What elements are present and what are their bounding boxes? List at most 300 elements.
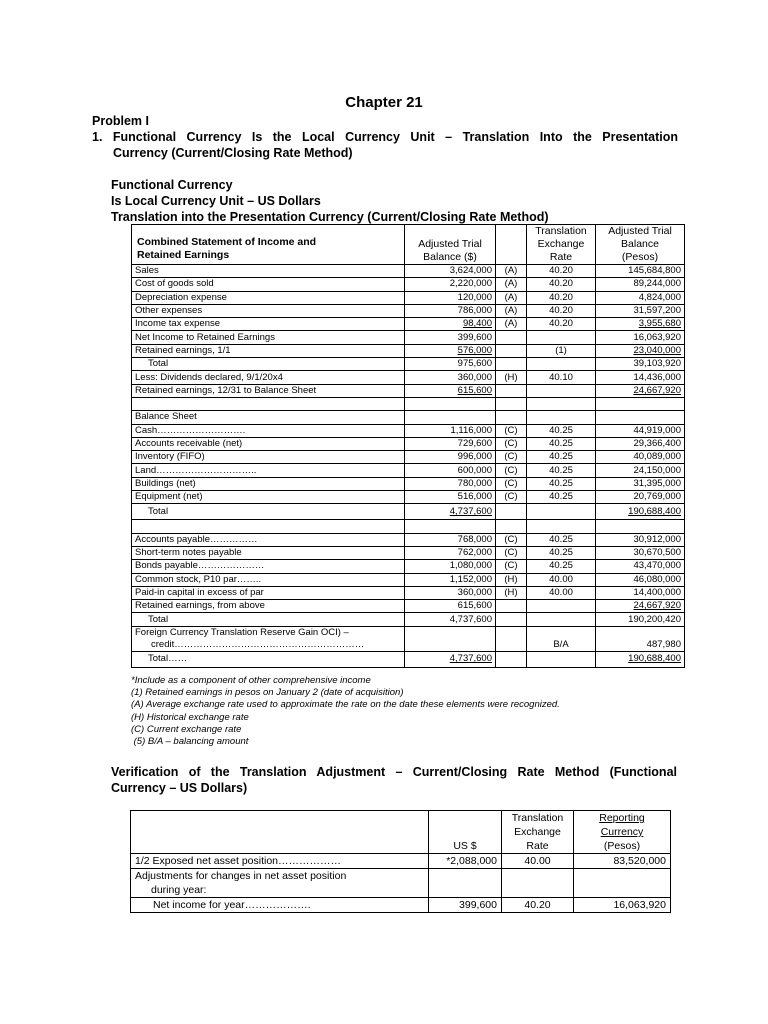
row-rate <box>527 331 596 344</box>
row-usd-text: 1,152,000 <box>449 573 492 585</box>
row-label-text: Cash………………………. <box>135 424 246 436</box>
row-pesos-text: 30,670,500 <box>633 547 681 559</box>
table-row <box>132 411 685 424</box>
row-pesos <box>596 437 685 450</box>
row-rate <box>527 626 596 651</box>
row-usd-text: 996,000 <box>457 451 492 463</box>
row-rate <box>527 358 596 371</box>
verification-row-label-text: 1/2 Exposed net asset position……………… <box>135 855 342 867</box>
row-usd <box>405 573 496 586</box>
table-row <box>132 451 685 464</box>
row-label-text: Accounts receivable (net) <box>135 438 243 449</box>
verification-body <box>131 854 671 913</box>
row-usd <box>405 265 496 278</box>
row-pesos <box>596 651 685 667</box>
row-pesos-text: 190,200,420 <box>628 613 681 625</box>
row-label <box>132 546 405 559</box>
row-pesos-text: 89,244,000 <box>633 278 681 290</box>
row-rate <box>527 600 596 613</box>
row-code-text: (C) <box>504 547 518 559</box>
header-statement-line1: Combined Statement of Income and <box>137 236 317 248</box>
row-label-text: Total <box>148 505 169 517</box>
row-code <box>496 520 527 533</box>
row-code <box>496 304 527 317</box>
row-pesos-text: 31,597,200 <box>633 305 681 317</box>
verification-heading-line1: Verification of the Translation Adjustment – Current/Closing Rate Method (Functional <box>111 765 677 779</box>
row-usd-text: 4,737,600 <box>449 505 492 517</box>
row-code-text: (A) <box>504 318 518 330</box>
row-usd-text: 120,000 <box>457 291 492 303</box>
row-usd <box>405 520 496 533</box>
row-label-text: Total <box>148 358 169 370</box>
row-label <box>132 600 405 613</box>
row-usd-text: 4,737,600 <box>449 613 492 625</box>
row-label-text: Less: Dividends declared, 9/1/20x4 <box>135 371 283 383</box>
row-code <box>496 424 527 437</box>
verification-header-rate-line2: Exchange <box>514 826 561 838</box>
row-usd <box>405 477 496 490</box>
row-pesos <box>596 586 685 599</box>
row-code <box>496 491 527 504</box>
row-rate <box>527 318 596 331</box>
row-rate-text: B/A <box>553 638 569 650</box>
row-usd <box>405 504 496 520</box>
problem-heading: Problem I <box>92 114 149 128</box>
row-code-text: (C) <box>504 424 518 436</box>
row-usd-text: 786,000 <box>457 305 492 317</box>
footnotes <box>131 675 560 748</box>
row-pesos <box>596 318 685 331</box>
row-rate <box>527 411 596 424</box>
row-usd-text: 3,624,000 <box>449 265 492 277</box>
row-label-text: Balance Sheet <box>135 411 197 423</box>
row-label <box>132 533 405 546</box>
row-rate-text: 40.10 <box>549 371 573 383</box>
row-pesos <box>596 451 685 464</box>
row-rate-text: 40.20 <box>549 305 573 317</box>
verification-row-label <box>131 869 429 898</box>
table-row <box>132 464 685 477</box>
chapter-title: Chapter 21 <box>345 94 423 111</box>
row-label-text: Buildings (net) <box>135 477 196 489</box>
header-rate-line1: Translation <box>535 225 587 237</box>
verification-row-usd-text: 399,600 <box>459 899 497 911</box>
row-pesos <box>596 477 685 490</box>
row-pesos <box>596 546 685 559</box>
row-usd <box>405 371 496 384</box>
row-usd-text: 98,400 <box>462 318 492 330</box>
row-rate <box>527 533 596 546</box>
row-label <box>132 278 405 291</box>
row-pesos-text: 24,667,920 <box>633 384 681 396</box>
row-label <box>132 586 405 599</box>
header-rate-line2: Exchange <box>537 238 585 250</box>
row-code-text: (C) <box>504 491 518 503</box>
verification-row-usd <box>429 854 502 869</box>
verification-row-label-text: Net income for year………………. <box>153 899 311 911</box>
table-row <box>132 291 685 304</box>
row-code <box>496 573 527 586</box>
row-usd <box>405 626 496 651</box>
row-pesos <box>596 278 685 291</box>
row-code-text: (C) <box>504 477 518 489</box>
table-row <box>132 304 685 317</box>
row-pesos-text: 44,919,000 <box>633 424 681 436</box>
table-row <box>132 331 685 344</box>
verification-row <box>131 854 671 869</box>
row-rate <box>527 384 596 397</box>
row-code <box>496 371 527 384</box>
row-rate <box>527 520 596 533</box>
row-code-text: (A) <box>504 291 518 303</box>
verification-heading-line2: Currency – US Dollars) <box>111 781 248 795</box>
row-usd <box>405 533 496 546</box>
row-label <box>132 451 405 464</box>
row-usd <box>405 397 496 410</box>
row-label <box>132 651 405 667</box>
row-pesos-text: 14,436,000 <box>633 371 681 383</box>
item1-heading-line1: 1. Functional Currency Is the Local Currency Unit – Translation Into the Presentation <box>92 130 678 144</box>
table-header-row <box>132 225 685 265</box>
row-rate-text: 40.25 <box>549 464 573 476</box>
row-label-text: Common stock, P10 par…….. <box>135 573 262 585</box>
verification-row-rate-text: 40.20 <box>524 899 551 911</box>
row-label <box>132 477 405 490</box>
row-code <box>496 437 527 450</box>
footnote: *Include as a component of other comprehensive income <box>131 675 371 686</box>
row-usd-text: 2,220,000 <box>449 278 492 290</box>
row-label-text: Equipment (net) <box>135 491 203 503</box>
row-label-text: Income tax expense <box>135 318 221 330</box>
translation-table <box>131 224 685 668</box>
row-label <box>132 626 405 651</box>
header-pesos-line3: (Pesos) <box>621 251 659 263</box>
row-label-text: Land………………………….. <box>135 464 257 476</box>
table-row <box>132 437 685 450</box>
verification-row-rate <box>502 869 574 898</box>
row-rate <box>527 344 596 357</box>
table-row <box>132 600 685 613</box>
table-row <box>132 546 685 559</box>
row-rate <box>527 397 596 410</box>
row-pesos-text: 46,080,000 <box>633 573 681 585</box>
row-usd-text: 762,000 <box>457 547 492 559</box>
row-rate-text: 40.25 <box>549 560 573 572</box>
verification-table <box>130 810 671 913</box>
row-usd <box>405 424 496 437</box>
table-row <box>132 573 685 586</box>
row-usd <box>405 291 496 304</box>
row-code <box>496 626 527 651</box>
row-code-text: (A) <box>504 278 518 290</box>
row-rate-text: (1) <box>555 344 567 356</box>
verification-row-rate <box>502 898 574 913</box>
row-label <box>132 291 405 304</box>
row-label <box>132 613 405 626</box>
row-rate <box>527 464 596 477</box>
row-code-text: (H) <box>504 371 518 383</box>
row-usd <box>405 546 496 559</box>
row-rate-text: 40.25 <box>549 533 573 545</box>
header-rate-line3: Rate <box>549 251 573 263</box>
row-code <box>496 384 527 397</box>
row-usd <box>405 278 496 291</box>
subheading-local-currency: Is Local Currency Unit – US Dollars <box>111 194 321 208</box>
row-pesos-text: 190,688,400 <box>628 505 681 517</box>
row-pesos <box>596 265 685 278</box>
verification-header-usd-text: US $ <box>453 840 477 852</box>
verification-row-usd-text: *2,088,000 <box>446 855 497 867</box>
row-pesos <box>596 626 685 651</box>
footnote: (H) Historical exchange rate <box>131 711 249 723</box>
row-code <box>496 358 527 371</box>
row-label <box>132 491 405 504</box>
row-rate <box>527 265 596 278</box>
row-pesos <box>596 560 685 573</box>
table-row <box>132 651 685 667</box>
row-pesos-text: 14,400,000 <box>633 586 681 598</box>
table-row <box>132 265 685 278</box>
footnote: (5) B/A – balancing amount <box>131 736 249 748</box>
row-pesos <box>596 600 685 613</box>
row-label-text: Total…… <box>148 653 188 665</box>
verification-row-pesos-text: 16,063,920 <box>613 899 666 911</box>
row-code-text: (C) <box>504 451 518 463</box>
header-adjusted-line2: Balance ($) <box>423 251 477 263</box>
row-pesos-text: 24,667,920 <box>633 600 681 612</box>
row-rate <box>527 546 596 559</box>
table-row <box>132 533 685 546</box>
row-label-text: Short-term notes payable <box>135 547 242 559</box>
row-pesos-text: 190,688,400 <box>628 653 681 665</box>
row-pesos-text: 40,089,000 <box>633 451 681 463</box>
row-label-line1: Foreign Currency Translation Reserve Gain OCI) – <box>135 626 349 638</box>
verification-header-rep-line3: (Pesos) <box>603 840 641 852</box>
row-usd <box>405 451 496 464</box>
row-usd-text: 516,000 <box>457 491 492 503</box>
row-usd <box>405 560 496 573</box>
row-usd-text: 975,600 <box>457 358 492 370</box>
row-label-text: Total <box>148 613 169 625</box>
row-rate <box>527 504 596 520</box>
row-pesos-text: 29,366,400 <box>633 438 681 449</box>
row-pesos <box>596 533 685 546</box>
row-label <box>132 464 405 477</box>
verification-row <box>131 898 671 913</box>
verification-header-usd <box>429 811 502 854</box>
row-rate-text: 40.20 <box>549 291 573 303</box>
row-usd-text: 4,737,600 <box>449 653 492 665</box>
row-label <box>132 358 405 371</box>
row-pesos-text: 16,063,920 <box>633 331 681 343</box>
row-rate-text: 40.20 <box>549 265 573 277</box>
row-pesos <box>596 331 685 344</box>
row-usd <box>405 318 496 331</box>
row-usd-text: 600,000 <box>457 464 492 476</box>
row-code <box>496 291 527 304</box>
header-rate <box>527 225 596 265</box>
row-rate <box>527 560 596 573</box>
verification-row-rate-text: 40.00 <box>524 855 551 867</box>
row-label-text: Retained earnings, 12/31 to Balance Sheet <box>135 384 317 396</box>
row-pesos <box>596 504 685 520</box>
row-code <box>496 586 527 599</box>
row-rate <box>527 424 596 437</box>
row-usd-text: 360,000 <box>457 371 492 383</box>
row-pesos-text: 3,955,680 <box>638 318 681 330</box>
row-label <box>132 331 405 344</box>
row-pesos-text: 4,824,000 <box>638 291 681 303</box>
row-code <box>496 533 527 546</box>
verification-row-usd <box>429 869 502 898</box>
table-body <box>132 265 685 668</box>
row-label <box>132 371 405 384</box>
row-rate <box>527 278 596 291</box>
row-usd-text: 399,600 <box>457 331 492 343</box>
row-rate <box>527 613 596 626</box>
row-rate-text: 40.25 <box>549 491 573 503</box>
row-code-text: (H) <box>504 573 518 585</box>
row-usd <box>405 464 496 477</box>
verification-header-rate-line3: Rate <box>526 840 549 852</box>
header-adjusted-usd <box>405 225 496 265</box>
row-label-text: Cost of goods sold <box>135 278 214 290</box>
verification-header-rep-line1: Reporting <box>599 812 645 824</box>
item1-heading-line2: Currency (Current/Closing Rate Method) <box>113 146 353 160</box>
table-row <box>132 278 685 291</box>
row-rate <box>527 651 596 667</box>
row-label <box>132 504 405 520</box>
row-usd-text: 360,000 <box>457 586 492 598</box>
row-code-text: (A) <box>504 305 518 317</box>
table-row <box>132 586 685 599</box>
row-label <box>132 411 405 424</box>
verification-header-rate <box>502 811 574 854</box>
verification-header-rep-line2: Currency <box>600 826 644 838</box>
table-row <box>132 358 685 371</box>
row-code-text: (C) <box>504 464 518 476</box>
row-pesos-text: 30,912,000 <box>633 533 681 545</box>
verification-row-pesos <box>574 869 671 898</box>
row-usd <box>405 600 496 613</box>
row-rate-text: 40.20 <box>549 278 573 290</box>
row-code-text: (C) <box>504 438 518 449</box>
footnote: (1) Retained earnings in pesos on January 2 (date of acquisition) <box>131 687 404 699</box>
row-code <box>496 546 527 559</box>
row-label-text: Net Income to Retained Earnings <box>135 331 275 343</box>
row-usd <box>405 331 496 344</box>
row-usd <box>405 344 496 357</box>
verification-header-row <box>131 811 671 854</box>
row-code <box>496 600 527 613</box>
row-rate <box>527 304 596 317</box>
table-row <box>132 397 685 410</box>
row-usd <box>405 437 496 450</box>
row-pesos <box>596 291 685 304</box>
row-code <box>496 331 527 344</box>
row-usd-text: 729,600 <box>457 438 492 449</box>
row-label <box>132 520 405 533</box>
row-usd <box>405 613 496 626</box>
row-label <box>132 573 405 586</box>
row-code <box>496 318 527 331</box>
verification-row-label <box>131 898 429 913</box>
verification-row-pesos <box>574 898 671 913</box>
row-code <box>496 278 527 291</box>
row-usd-text: 1,080,000 <box>449 560 492 572</box>
row-code <box>496 560 527 573</box>
table-row <box>132 613 685 626</box>
table-row <box>132 477 685 490</box>
row-rate-text: 40.00 <box>549 586 573 598</box>
row-rate <box>527 437 596 450</box>
row-code-text: (A) <box>504 265 518 277</box>
verification-row-pesos <box>574 854 671 869</box>
row-label <box>132 424 405 437</box>
row-rate-text: 40.25 <box>549 451 573 463</box>
row-label <box>132 318 405 331</box>
row-rate <box>527 586 596 599</box>
row-code-text: (C) <box>504 533 518 545</box>
row-code <box>496 344 527 357</box>
subheading-translation: Translation into the Presentation Currency (Current/Closing Rate Method) <box>111 210 549 224</box>
row-pesos-text: 43,470,000 <box>633 560 681 572</box>
row-pesos <box>596 411 685 424</box>
row-code <box>496 504 527 520</box>
table-row <box>132 504 685 520</box>
row-pesos-text: 487,980 <box>646 638 681 650</box>
row-label-line2: credit…………………………………………………… <box>151 638 365 650</box>
header-statement <box>132 225 405 265</box>
row-pesos <box>596 371 685 384</box>
row-usd-text: 615,600 <box>457 384 492 396</box>
verification-row-pesos-text: 83,520,000 <box>613 855 666 867</box>
row-rate-text: 40.25 <box>549 424 573 436</box>
header-pesos-line1: Adjusted Trial <box>608 225 672 237</box>
row-label <box>132 437 405 450</box>
row-code <box>496 477 527 490</box>
row-usd-text: 576,000 <box>457 344 492 356</box>
row-pesos-text: 31,395,000 <box>633 477 681 489</box>
header-code <box>496 225 527 265</box>
row-pesos-text: 39,103,920 <box>633 358 681 370</box>
row-rate <box>527 477 596 490</box>
row-usd-text: 780,000 <box>457 477 492 489</box>
row-label-text: Inventory (FIFO) <box>135 451 205 463</box>
row-pesos <box>596 358 685 371</box>
row-label <box>132 304 405 317</box>
table-row <box>132 424 685 437</box>
row-code <box>496 613 527 626</box>
row-usd <box>405 586 496 599</box>
row-label <box>132 344 405 357</box>
row-usd-text: 1,116,000 <box>450 424 492 436</box>
verification-header-blank <box>131 811 429 854</box>
row-code-text: (C) <box>504 560 518 572</box>
row-pesos <box>596 464 685 477</box>
row-usd <box>405 651 496 667</box>
verification-row <box>131 869 671 898</box>
row-label-text: Sales <box>135 265 159 277</box>
row-code <box>496 397 527 410</box>
table-row <box>132 371 685 384</box>
row-pesos <box>596 424 685 437</box>
row-pesos-text: 24,150,000 <box>633 464 681 476</box>
header-statement-line2: Retained Earnings <box>137 249 230 261</box>
row-rate <box>527 371 596 384</box>
row-label-text: Accounts payable…………… <box>135 533 258 545</box>
row-usd <box>405 358 496 371</box>
